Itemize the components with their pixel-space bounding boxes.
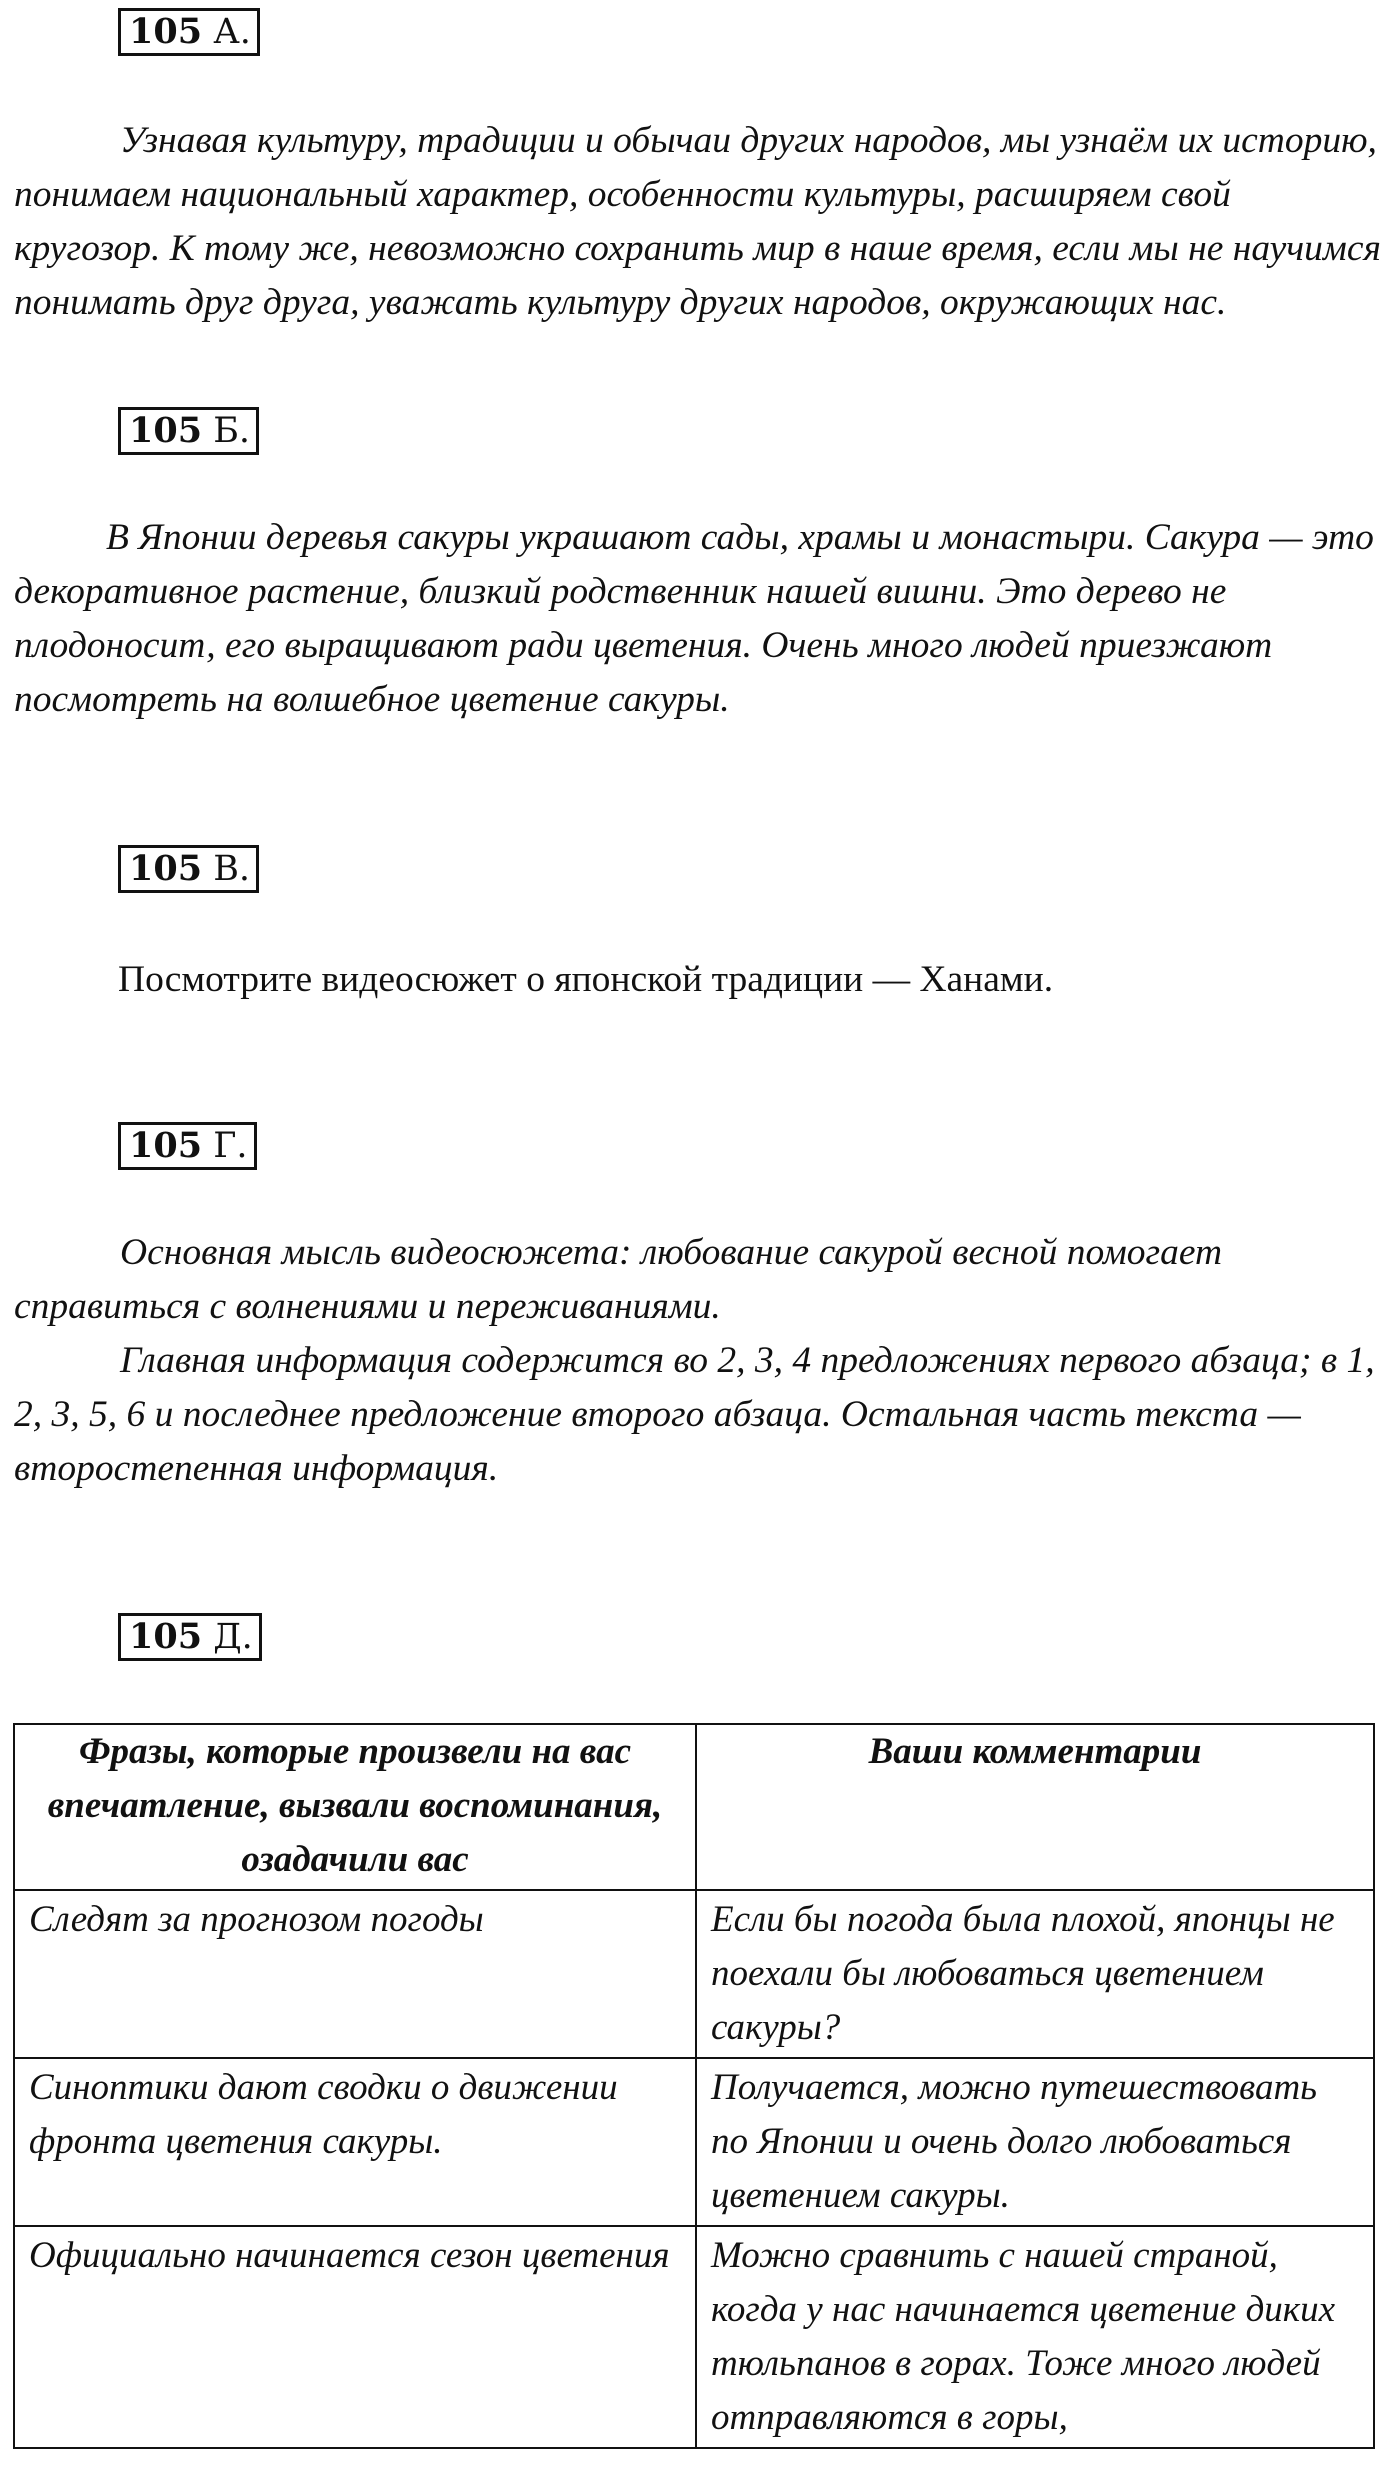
- table-cell-phrase: Следят за прогнозом погоды: [14, 1890, 696, 2058]
- section-letter: А.: [213, 12, 251, 52]
- table-header-row: [14, 1724, 1374, 1890]
- paragraph-text: Главная информация содержится во 2, 3, 4 предложениях первого абзаца; в 1, 2, 3, 5, 6 и последнее предложение второго абзаца. Остальная часть текста — второстепенная информация.: [14, 1340, 1375, 1489]
- section-number: 105: [129, 410, 203, 451]
- section-number: 105: [129, 848, 203, 889]
- paragraph-text: Основная мысль видеосюжета: любование сакурой весной помогает справиться с волнениями и переживаниями.: [14, 1232, 1223, 1327]
- section-letter: Г.: [213, 1126, 248, 1166]
- paragraph-105g: [14, 1226, 1384, 1496]
- paragraph-text: Узнавая культуру, традиции и обычаи других народов, мы узнаём их историю, понимаем национальный характер, особенности культуры, расширяем свой кругозор. К тому же, невозможно сохранить мир в наше время, если мы не научимся понимать друг друга, уважать культуру других народов, окружающих нас.: [14, 120, 1381, 323]
- table-header-comments: Ваши комментарии: [696, 1724, 1374, 1890]
- table-row: [14, 2058, 1374, 2226]
- table-row: [14, 1890, 1374, 2058]
- table-row: [14, 2226, 1374, 2448]
- section-number: 105: [129, 11, 203, 52]
- section-label-105b: [118, 407, 259, 455]
- table-cell-comment: Получается, можно путешествовать по Японии и очень долго любоваться цветением сакуры.: [696, 2058, 1374, 2226]
- section-label-105g: [118, 1122, 257, 1170]
- section-letter: Б.: [213, 411, 251, 451]
- section-label-105a: [118, 8, 260, 56]
- table-cell-phrase: Официально начинается сезон цветения: [14, 2226, 696, 2448]
- section-letter: В.: [213, 849, 251, 889]
- paragraph-105b: [14, 511, 1384, 727]
- section-letter: Д.: [213, 1617, 253, 1657]
- section-number: 105: [129, 1125, 203, 1166]
- section-label-105d: [118, 1613, 262, 1661]
- paragraph-105a: [14, 114, 1384, 330]
- table-header-phrases: Фразы, которые произвели на вас впечатление, вызвали воспоминания, озадачили вас: [14, 1724, 696, 1890]
- table-cell-comment: Можно сравнить с нашей страной, когда у нас начинается цветение диких тюльпанов в горах. Тоже много людей отправляются в горы,: [696, 2226, 1374, 2448]
- phrases-table: [13, 1723, 1375, 2449]
- section-number: 105: [129, 1616, 203, 1657]
- paragraph-text: В Японии деревья сакуры украшают сады, храмы и монастыри. Сакура — это декоративное растение, близкий родственник нашей вишни. Это дерево не плодоносит, его выращивают ради цветения. Очень много людей приезжают посмотреть на волшебное цветение сакуры.: [14, 517, 1374, 720]
- section-label-105v: [118, 845, 259, 893]
- table-cell-phrase: Синоптики дают сводки о движении фронта цветения сакуры.: [14, 2058, 696, 2226]
- instruction-text: Посмотрите видеосюжет о японской традиции — Ханами.: [118, 959, 1054, 1000]
- table-cell-comment: Если бы погода была плохой, японцы не поехали бы любоваться цветением сакуры?: [696, 1890, 1374, 2058]
